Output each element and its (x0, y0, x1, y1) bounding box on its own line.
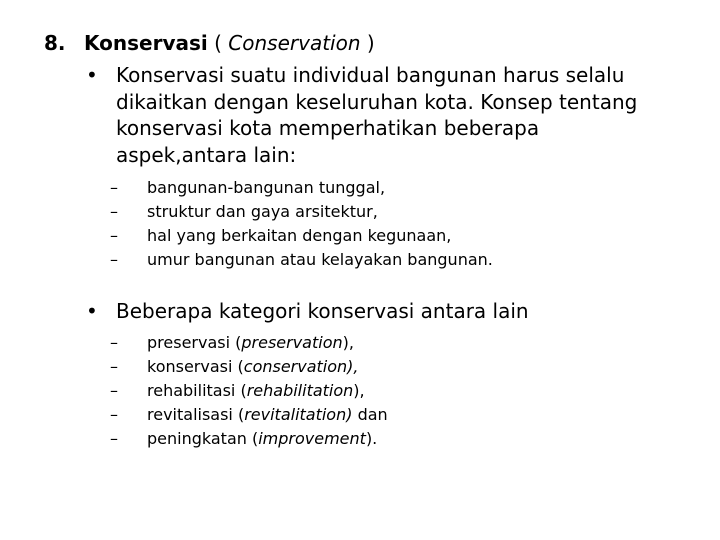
bullet-text: Konservasi suatu individual bangunan harus selalu dikaitkan dengan keseluruhan kota. Konsep tentang konservasi kota memperhatikan beberapa aspek,antara lain: (116, 63, 638, 167)
section-number: 8. (44, 31, 66, 55)
list-item-text: struktur dan gaya arsitektur, (147, 202, 378, 221)
dash-marker: – (110, 381, 118, 400)
dash-marker: – (110, 178, 118, 197)
list-item-text: rehabilitasi (rehabilitation), (147, 381, 365, 400)
bullet-text: Beberapa kategori konservasi antara lain (116, 299, 529, 323)
section-title: Konservasi (84, 31, 208, 55)
section-subtitle: Conservation (228, 31, 361, 55)
section-heading (44, 30, 375, 56)
dash-marker: – (110, 250, 118, 269)
dash-marker: – (110, 202, 118, 221)
list-item-text: peningkatan (improvement). (147, 429, 378, 448)
list-item-text: preservasi (preservation), (147, 333, 354, 352)
list-item-text: hal yang berkaitan dengan kegunaan, (147, 226, 452, 245)
subtitle-close-paren: ) (360, 31, 375, 55)
dash-marker: – (110, 357, 118, 376)
list-item-text: konservasi (conservation), (147, 357, 359, 376)
list-item-text: bangunan-bangunan tunggal, (147, 178, 386, 197)
dash-marker: – (110, 429, 118, 448)
bullet-marker: • (86, 299, 98, 323)
list-item-text: umur bangunan atau kelayakan bangunan. (147, 250, 493, 269)
dash-marker: – (110, 333, 118, 352)
dash-marker: – (110, 226, 118, 245)
bullet-marker: • (86, 63, 98, 87)
list-item-text: revitalisasi (revitalitation) dan (147, 405, 388, 424)
dash-marker: – (110, 405, 118, 424)
subtitle-open-paren: ( (207, 31, 229, 55)
